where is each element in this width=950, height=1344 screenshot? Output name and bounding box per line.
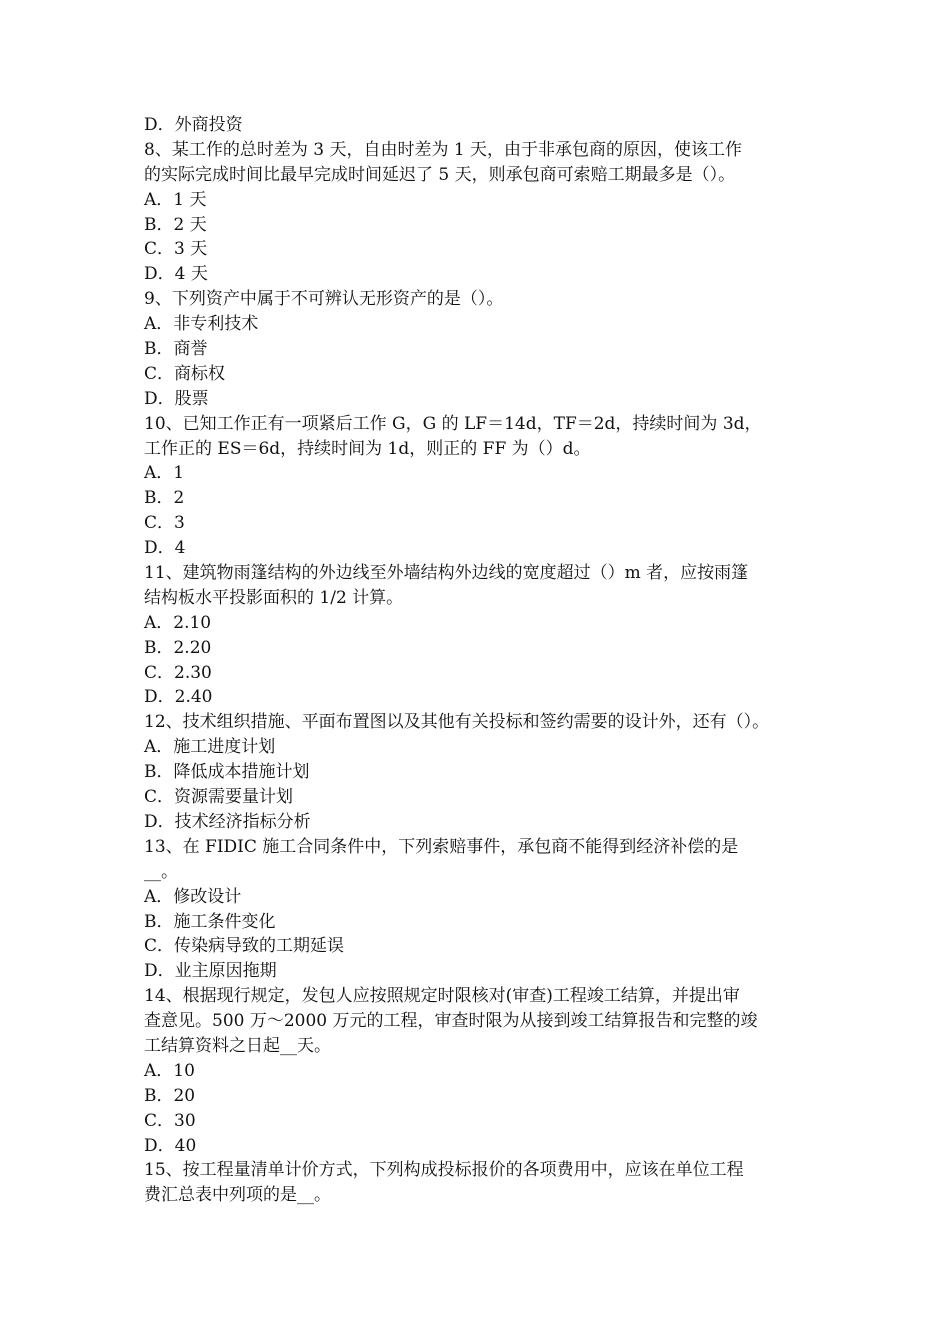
option-line: A．1: [144, 463, 185, 484]
option-line: D．股票: [144, 388, 209, 409]
option-line: B．2 天: [144, 214, 207, 235]
option-line: A．2.10: [144, 612, 212, 633]
option-line: D．4: [144, 538, 186, 559]
option-line: D．外商投资: [144, 115, 243, 135]
option-line: A．非专利技术: [144, 314, 259, 335]
question-line: 14、根据现行规定，发包人应按照规定时限核对(审查)工程竣工结算，并提出审: [144, 986, 740, 1007]
option-line: C．3 天: [144, 239, 208, 260]
option-line: C．2.30: [144, 662, 212, 683]
option-line: C．商标权: [144, 363, 226, 384]
option-line: A．施工进度计划: [144, 737, 276, 758]
question-line: 11、建筑物雨篷结构的外边线至外墙结构外边线的宽度超过（）m 者，应按雨篷: [144, 563, 749, 584]
option-line: C．传染病导致的工期延误: [144, 936, 345, 957]
question-line: 8、某工作的总时差为 3 天，自由时差为 1 天，由于非承包商的原因，使该工作: [144, 139, 743, 160]
option-line: B．降低成本措施计划: [144, 762, 310, 783]
question-line: 10、已知工作正有一项紧后工作 G，G 的 LF＝14d，TF＝2d，持续时间为 3d，: [144, 413, 762, 434]
option-line: A．10: [144, 1060, 195, 1081]
question-line: 的实际完成时间比最早完成时间延迟了 5 天，则承包商可索赔工期最多是（）。: [144, 164, 736, 185]
question-line: __。: [144, 861, 178, 882]
option-line: C．3: [144, 513, 185, 534]
option-line: D．40: [144, 1135, 197, 1156]
question-line: 工作正的 ES＝6d，持续时间为 1d，则正的 FF 为（）d。: [144, 438, 591, 459]
option-line: C．资源需要量计划: [144, 787, 294, 808]
question-line: 查意见。500 万～2000 万元的工程，审查时限为从接到竣工结算报告和完整的竣: [144, 1011, 758, 1032]
option-line: B．2: [144, 488, 185, 509]
question-line: 费汇总表中列项的是__。: [144, 1185, 331, 1206]
question-line: 9、下列资产中属于不可辨认无形资产的是（）。: [144, 289, 504, 310]
option-line: A．修改设计: [144, 886, 242, 907]
option-line: A．1 天: [144, 189, 207, 210]
option-line: D．2.40: [144, 687, 213, 708]
question-line: 结构板水平投影面积的 1/2 计算。: [144, 587, 404, 608]
option-line: B．商誉: [144, 339, 208, 360]
option-line: B．20: [144, 1085, 196, 1106]
question-line: 12、技术组织措施、平面布置图以及其他有关投标和签约需要的设计外，还有（）。: [144, 712, 770, 733]
question-line: 工结算资料之日起__天。: [144, 1035, 331, 1056]
option-line: B．施工条件变化: [144, 911, 276, 932]
question-line: 15、按工程量清单计价方式，下列构成投标报价的各项费用中，应该在单位工程: [144, 1160, 744, 1181]
option-line: B．2.20: [144, 637, 212, 658]
option-line: C．30: [144, 1110, 196, 1131]
option-line: D．4 天: [144, 264, 208, 285]
document-page: [144, 113, 812, 1208]
question-line: 13、在 FIDIC 施工合同条件中，下列索赔事件，承包商不能得到经济补偿的是: [144, 836, 739, 857]
option-line: D．业主原因拖期: [144, 961, 277, 982]
option-line: D．技术经济指标分析: [144, 811, 311, 832]
